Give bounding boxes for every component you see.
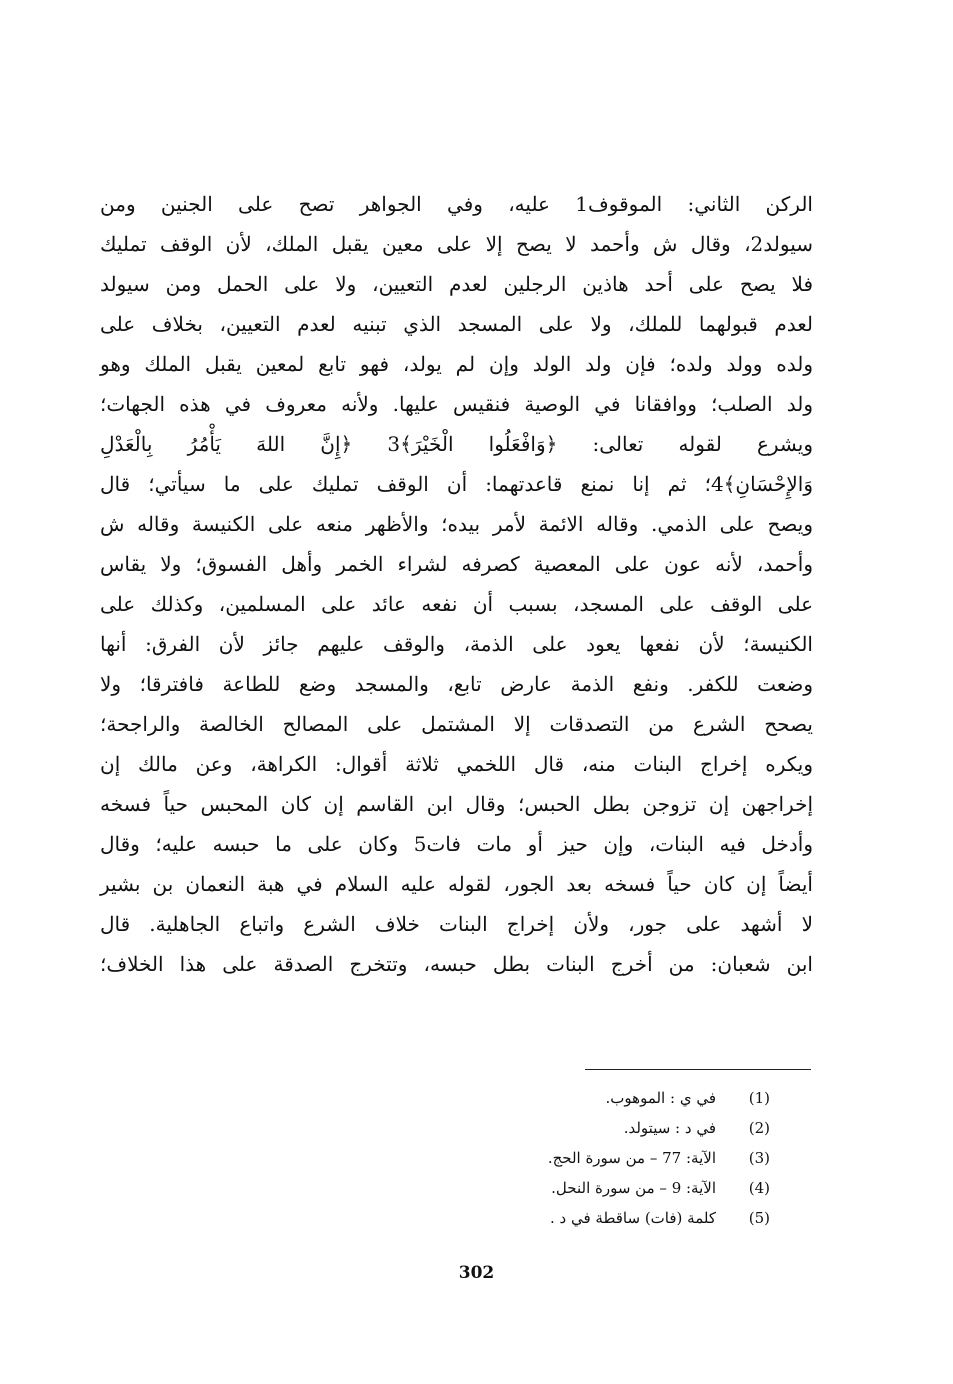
text-line: لا أشهد على جور، ولأن إخراج البنات خلاف الشرع واتباع الجاهلية. قال xyxy=(100,912,813,936)
text-line: سيولد2، وقال ش وأحمد لا يصح إلا على معين يقبل الملك، لأن الوقف تمليك xyxy=(100,232,813,256)
text-line: إخراجهن إن تزوجن بطل الحبس؛ وقال ابن القاسم إن كان المحبس حياً فسخه xyxy=(100,792,813,816)
footnote-text: الآية: 77 – من سورة الحج. xyxy=(547,1149,716,1167)
text-line: وأحمد، لأنه عون على المعصية كصرفه لشراء الخمر وأهل الفسوق؛ ولا يقاس xyxy=(100,552,813,576)
footnote xyxy=(440,1113,770,1143)
footnote-number: (2) xyxy=(748,1119,770,1137)
footnote-text: الآية: 9 – من سورة النحل. xyxy=(551,1179,716,1197)
text-line: يصحح الشرع من التصدقات إلا المشتمل على المصالح الخالصة والراجحة؛ xyxy=(100,712,813,736)
text-line: وأدخل فيه البنات، وإن حيز أو مات فات5 وكان على ما حبسه عليه؛ وقال xyxy=(100,832,813,856)
text-line: الركن الثاني: الموقوف1 عليه، وفي الجواهر تصح على الجنين ومن xyxy=(100,192,813,216)
footnote-text: في د : سيتولد. xyxy=(623,1119,716,1137)
footnote-number: (1) xyxy=(748,1089,770,1107)
text-line: وَالإِحْسَانِ﴾4؛ ثم إنا نمنع قاعدتهما: أن الوقف تمليك على ما سيأتي؛ قال xyxy=(100,472,813,496)
text-line: الكنيسة؛ لأن نفعها يعود على الذمة، والوقف عليهم جائز لأن الفرق: أنها xyxy=(100,632,813,656)
footnote xyxy=(440,1173,770,1203)
text-line: وضعت للكفر. ونفع الذمة عارض تابع، والمسجد وضع للطاعة فافترقا؛ ولا xyxy=(100,672,813,696)
text-line: ويكره إخراج البنات منه، قال اللخمي ثلاثة أقوال: الكراهة، وعن مالك إن xyxy=(100,752,813,776)
footnote-separator xyxy=(585,1069,811,1070)
text-line: ويصح على الذمي. وقاله الائمة لأمر بيده؛ والأظهر منعه على الكنيسة وقاله ش xyxy=(100,512,813,536)
footnote xyxy=(440,1203,770,1233)
text-line: ولده وولد ولده؛ فإن ولد الولد وإن لم يولد، فهو تابع لمعين يقبل الملك وهو xyxy=(100,352,813,376)
footnotes xyxy=(440,1083,770,1233)
footnote-number: (3) xyxy=(748,1149,770,1167)
text-line: فلا يصح على أحد هاذين الرجلين لعدم التعيين، ولا على الحمل ومن سيولد xyxy=(100,272,813,296)
text-line: ابن شعبان: من أخرج البنات بطل حبسه، وتتخرج الصدقة على هذا الخلاف؛ xyxy=(100,952,813,976)
footnote xyxy=(440,1143,770,1173)
text-line: ويشرع لقوله تعالى: ﴿وَافْعَلُوا الْخَيْرَ﴾3 ﴿إِنَّ اللهَ يَأْمُرُ بِالْعَدْلِ xyxy=(100,432,813,456)
footnote xyxy=(440,1083,770,1113)
text-line: على الوقف على المسجد، بسبب أن نفعه عائد على المسلمين، وكذلك على xyxy=(100,592,814,616)
footnote-text: في ي : الموهوب. xyxy=(605,1089,716,1107)
footnote-number: (4) xyxy=(748,1179,770,1197)
text-line: لعدم قبولهما للملك، ولا على المسجد الذي تبنيه لعدم التعيين، بخلاف على xyxy=(100,312,813,336)
text-line: ولد الصلب؛ ووافقانا في الوصية فنقيس عليها. ولأنه معروف في هذه الجهات؛ xyxy=(100,392,813,416)
footnote-text: كلمة (فات) ساقطة في د . xyxy=(549,1209,716,1227)
footnote-number: (5) xyxy=(748,1209,770,1227)
page-number: 302 xyxy=(458,1263,495,1283)
main-text xyxy=(100,184,813,984)
text-line: أيضاً إن كان حياً فسخه بعد الجور، لقوله عليه السلام في هبة النعمان بن بشير xyxy=(100,872,813,896)
